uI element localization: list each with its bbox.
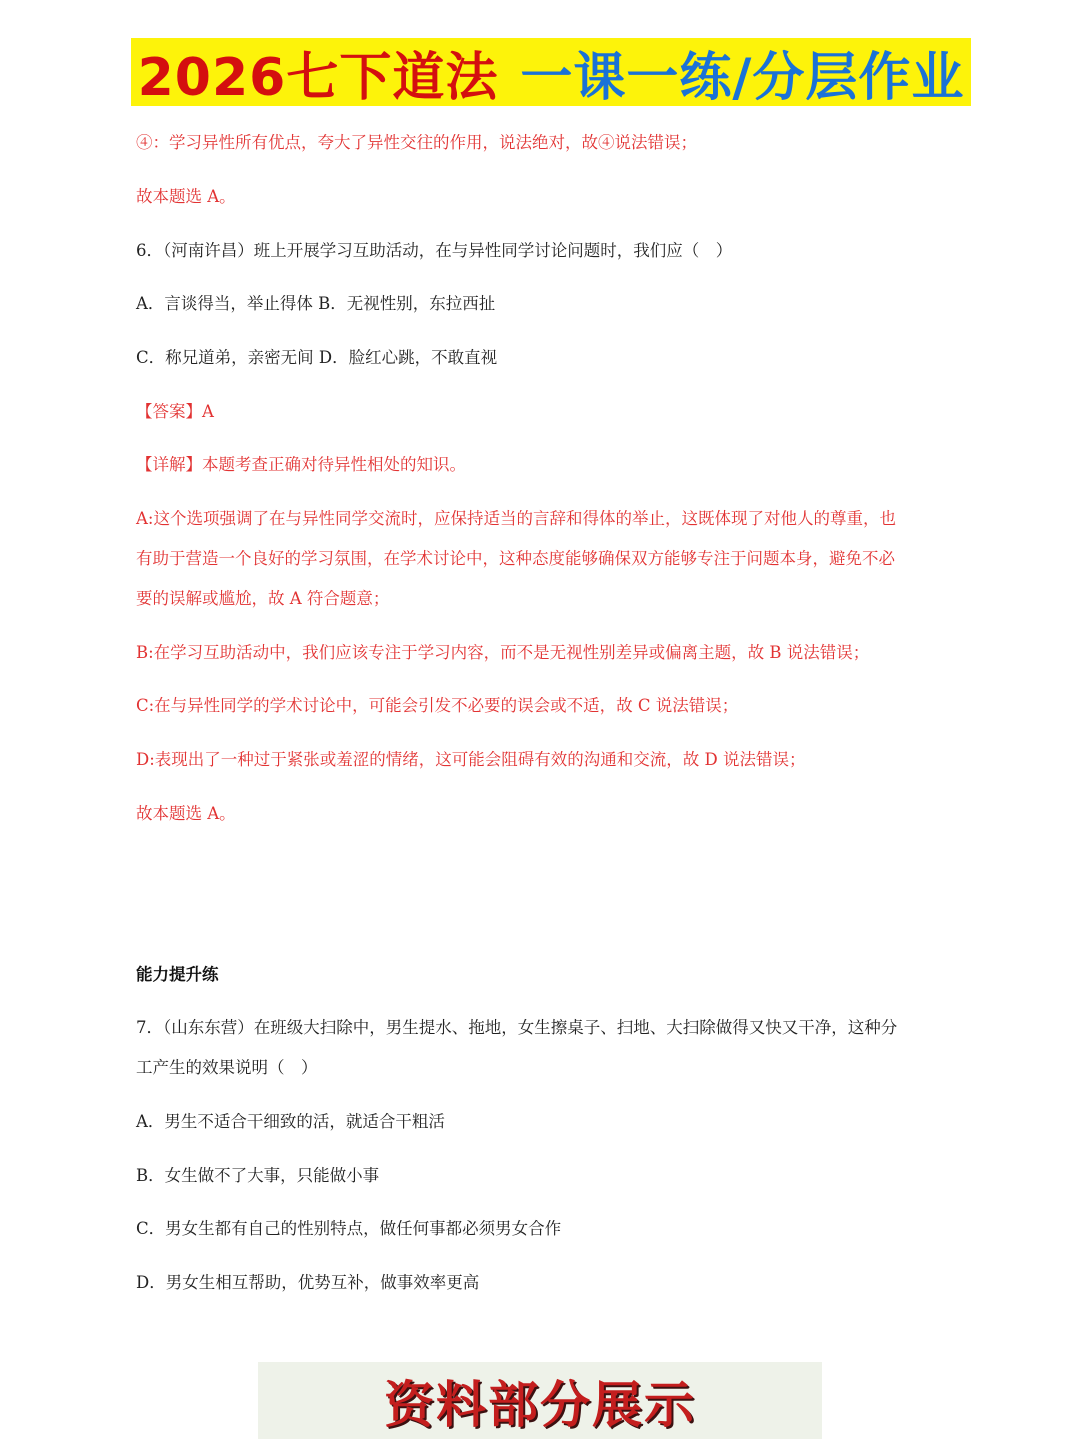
q6-stem: 6．（河南许昌）班上开展学习互助活动，在与异性同学讨论问题时，我们应（ ） [136, 241, 733, 260]
q6-detail: 【详解】本题考查正确对待异性相处的知识。 [136, 455, 466, 474]
q6-explanation-b: B:在学习互助活动中，我们应该专注于学习内容，而不是无视性别差异或偏离主题，故 B 说法错误； [136, 643, 870, 662]
q6-explanation-a-2: 有助于营造一个良好的学习氛围，在学术讨论中，这种态度能够确保双方能够专注于问题本身，避免不必 [136, 549, 895, 568]
q6-explanation-c: C:在与异性同学的学术讨论中，可能会引发不必要的误会或不适，故 C 说法错误； [136, 696, 739, 715]
q7-option-d: D．男女生相互帮助，优势互补，做事效率更高 [136, 1273, 480, 1292]
q6-options-line-2: C．称兄道弟，亲密无间 D．脸红心跳，不敢直视 [136, 348, 498, 367]
q7-option-b: B．女生做不了大事，只能做小事 [136, 1166, 380, 1185]
q7-option-a: A．男生不适合干细致的活，就适合干粗活 [136, 1112, 445, 1131]
q6-explanation-a-3: 要的误解或尴尬，故 A 符合题意； [136, 589, 390, 608]
footer-banner [258, 1362, 822, 1439]
banner-title-blue: 一课一练/分层作业 [520, 47, 965, 108]
title-banner [131, 38, 971, 106]
q6-conclusion: 故本题选 A。 [136, 804, 236, 823]
prev-conclusion: 故本题选 A。 [136, 187, 236, 206]
banner-title-red: 2026七下道法 [137, 47, 499, 108]
q7-stem-2: 工产生的效果说明（ ） [136, 1058, 318, 1077]
q6-explanation-a-1: A:这个选项强调了在与异性同学交流时，应保持适当的言辞和得体的举止，这既体现了对他人的尊重，也 [136, 509, 896, 528]
q7-stem-1: 7．（山东东营）在班级大扫除中，男生提水、拖地，女生擦桌子、扫地、大扫除做得又快又干净，这种分 [136, 1018, 898, 1037]
q6-explanation-d: D:表现出了一种过于紧张或羞涩的情绪，这可能会阻碍有效的沟通和交流，故 D 说法错误； [136, 750, 806, 769]
q7-option-c: C．男女生都有自己的性别特点，做任何事都必须男女合作 [136, 1219, 562, 1238]
footer-label: 资料部分展示 [384, 1375, 696, 1434]
q6-answer: 【答案】A [136, 402, 214, 421]
section-heading: 能力提升练 [136, 965, 219, 984]
prev-item-4: ④：学习异性所有优点，夸大了异性交往的作用，说法绝对，故④说法错误； [136, 133, 697, 152]
q6-options-line-1: A．言谈得当，举止得体 B．无视性别，东拉西扯 [136, 294, 496, 313]
